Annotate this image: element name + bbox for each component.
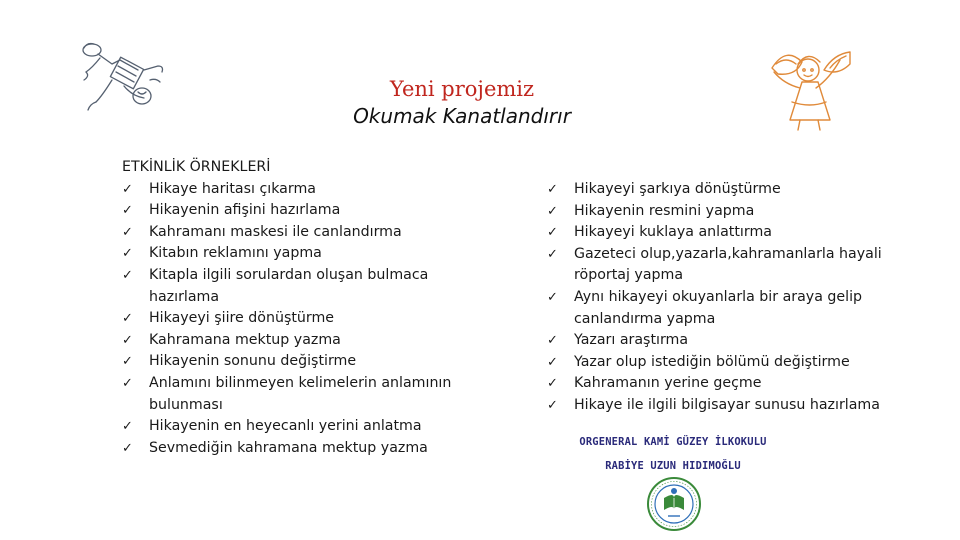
check-icon: ✓ (122, 354, 133, 370)
check-icon: ✓ (547, 354, 558, 370)
list-item-text: Kitabın reklamını yapma (149, 245, 322, 262)
check-icon: ✓ (122, 375, 133, 391)
list-item (547, 244, 897, 287)
list-item-text: Hikayenin afişini hazırlama (149, 202, 341, 219)
list-item-text: Hikayeyi şiire dönüştürme (149, 310, 335, 327)
list-item (122, 416, 492, 438)
list-item-text: Kahramanın yerine geçme (574, 375, 762, 392)
list-item-text: Anlamını bilinmeyen kelimelerin anlamının bulunması (149, 374, 452, 413)
check-icon: ✓ (122, 332, 133, 348)
check-icon: ✓ (122, 440, 133, 456)
list-item-text: Hikayenin en heyecanlı yerini anlatma (149, 418, 422, 435)
list-item (547, 287, 897, 330)
list-item-text: Kahramana mektup yazma (149, 331, 341, 348)
list-item (547, 179, 897, 201)
check-icon: ✓ (547, 289, 558, 305)
list-item-text: Hikayeyi şarkıya dönüştürme (574, 181, 781, 197)
list-item (122, 200, 492, 222)
list-item (122, 265, 492, 308)
list-item (547, 222, 897, 244)
list-item (122, 243, 492, 265)
list-item-text: Kitapla ilgili sorulardan oluşan bulmaca hazırlama (149, 266, 429, 305)
check-icon: ✓ (122, 246, 133, 262)
check-icon: ✓ (547, 203, 558, 219)
list-item-text: Hikayeyi kuklaya anlattırma (574, 224, 772, 241)
list-item-text: Gazeteci olup,yazarla,kahramanlarla hayali röportaj yapma (574, 245, 882, 284)
list-item (122, 351, 492, 373)
list-item-text: Sevmediğin kahramana mektup yazma (149, 439, 428, 456)
list-item-text: Yazar olup istediğin bölümü değiştirme (574, 353, 850, 370)
teacher-name: RABİYE UZUN HIDIMOĞLU (605, 460, 741, 472)
list-item (547, 373, 897, 395)
check-icon: ✓ (122, 311, 133, 327)
list-item (547, 395, 897, 417)
list-item (547, 330, 897, 352)
list-item (122, 330, 492, 352)
check-icon: ✓ (122, 267, 133, 283)
list-item-text: Yazarı araştırma (574, 332, 689, 349)
check-icon: ✓ (547, 333, 558, 349)
check-icon: ✓ (547, 397, 558, 413)
check-icon: ✓ (122, 419, 133, 435)
list-item-text: Hikaye haritası çıkarma (149, 180, 316, 197)
title-subtitle: Yeni projemiz (389, 77, 535, 101)
activity-list-left (122, 157, 492, 459)
list-item (122, 438, 492, 460)
list-item-text: Hikaye ile ilgili bilgisayar sunusu hazırlama (574, 396, 880, 413)
check-icon: ✓ (547, 376, 558, 392)
activity-list-right (547, 179, 897, 417)
page-title: Okumak Kanatlandırır (353, 104, 571, 128)
check-icon: ✓ (547, 182, 558, 197)
list-item (547, 201, 897, 223)
list-item-text: Kahramanı maskesi ile canlandırma (149, 223, 402, 240)
check-icon: ✓ (547, 225, 558, 241)
list-item (122, 308, 492, 330)
list-item-text: Hikayenin sonunu değiştirme (149, 353, 357, 370)
school-name: ORGENERAL KAMİ GÜZEY İLKOKULU (579, 436, 767, 448)
check-icon: ✓ (122, 203, 133, 219)
school-emblem-icon (646, 476, 702, 532)
list-item-text: Aynı hikayeyi okuyanlarla bir araya gelip canlandırma yapma (574, 288, 863, 327)
list-item (122, 373, 492, 416)
list-item (122, 179, 492, 201)
list-item-text: Hikayenin resmini yapma (574, 202, 755, 219)
list-heading: ETKİNLİK ÖRNEKLERİ (122, 159, 271, 175)
check-icon: ✓ (122, 224, 133, 240)
list-item (547, 352, 897, 374)
check-icon: ✓ (122, 181, 133, 197)
list-item (122, 222, 492, 244)
check-icon: ✓ (547, 246, 558, 262)
